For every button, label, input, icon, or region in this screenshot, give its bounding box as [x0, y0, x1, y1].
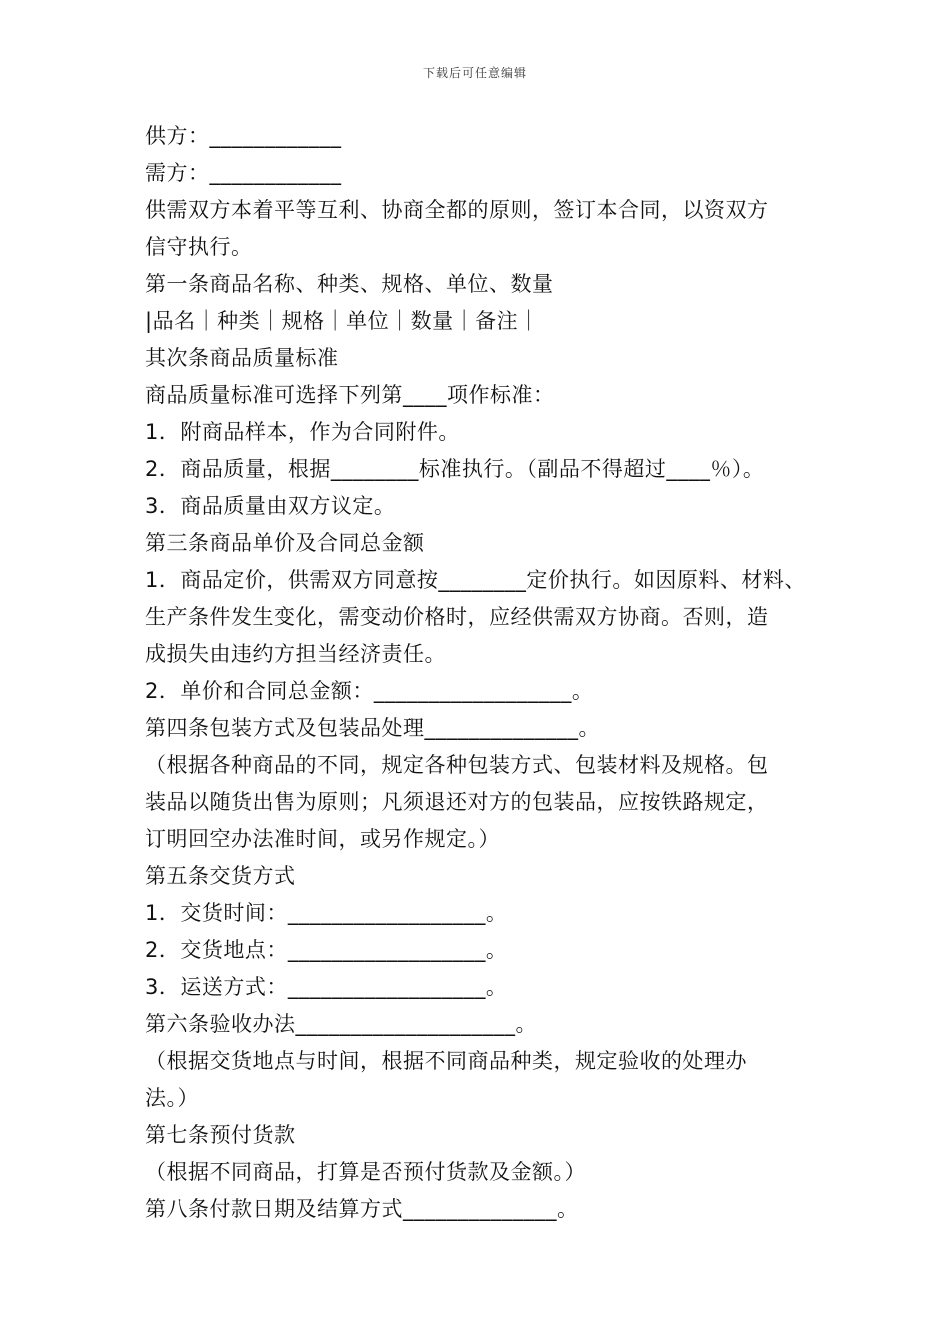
- article-4-note-line-2: 装品以随货出售为原则；凡须退还对方的包装品，应按铁路规定，: [145, 790, 769, 814]
- article-2-item-2: 2．商品质量，根据________标准执行。（副品不得超过____％）。: [145, 457, 765, 481]
- article-1-heading: 第一条商品名称、种类、规格、单位、数量: [145, 272, 554, 296]
- supplier-line: 供方：____________: [145, 124, 342, 148]
- document-body: [145, 118, 825, 1228]
- article-5-item-2: 2．交货地点：__________________。: [145, 938, 508, 962]
- article-3-item-1-line-1: 1．商品定价，供需双方同意按________定价执行。如因原料、材料、: [145, 568, 806, 592]
- article-6-note-line-2: 法。）: [145, 1086, 199, 1110]
- article-7-note: （根据不同商品，打算是否预付货款及金额。）: [145, 1160, 586, 1184]
- article-5-item-3: 3．运送方式：__________________。: [145, 975, 508, 999]
- article-7-heading: 第七条预付货款: [145, 1123, 296, 1147]
- article-2-item-3: 3．商品质量由双方议定。: [145, 494, 396, 518]
- article-4-heading: 第四条包装方式及包装品处理______________。: [145, 716, 600, 740]
- preamble-line-2: 信守执行。: [145, 235, 253, 259]
- article-3-item-2: 2．单价和合同总金额：__________________。: [145, 679, 594, 703]
- article-4-note-line-3: 订明回空办法准时间，或另作规定。）: [145, 827, 500, 851]
- article-3-item-1-line-3: 成损失由违约方担当经济责任。: [145, 642, 446, 666]
- buyer-line: 需方：____________: [145, 161, 342, 185]
- header-note: 下载后可任意编辑: [422, 66, 527, 80]
- article-5-heading: 第五条交货方式: [145, 864, 296, 888]
- article-6-heading: 第六条验收办法____________________。: [145, 1012, 537, 1036]
- article-1-table-header: |品名｜种类｜规格｜单位｜数量｜备注｜: [145, 309, 540, 333]
- article-3-heading: 第三条商品单价及合同总金额: [145, 531, 425, 555]
- preamble-line-1: 供需双方本着平等互利、协商全都的原则，签订本合同，以资双方: [145, 198, 769, 222]
- article-2-item-1: 1．附商品样本，作为合同附件。: [145, 420, 460, 444]
- article-2-heading: 其次条商品质量标准: [145, 346, 339, 370]
- article-8-heading: 第八条付款日期及结算方式______________。: [145, 1197, 579, 1221]
- article-3-item-1-line-2: 生产条件发生变化，需变动价格时，应经供需双方协商。否则，造: [145, 605, 769, 629]
- article-5-item-1: 1．交货时间：__________________。: [145, 901, 508, 925]
- article-4-note-line-1: （根据各种商品的不同，规定各种包装方式、包装材料及规格。包: [145, 753, 769, 777]
- article-2-intro: 商品质量标准可选择下列第____项作标准：: [145, 383, 555, 407]
- article-6-note-line-1: （根据交货地点与时间，根据不同商品种类，规定验收的处理办: [145, 1049, 747, 1073]
